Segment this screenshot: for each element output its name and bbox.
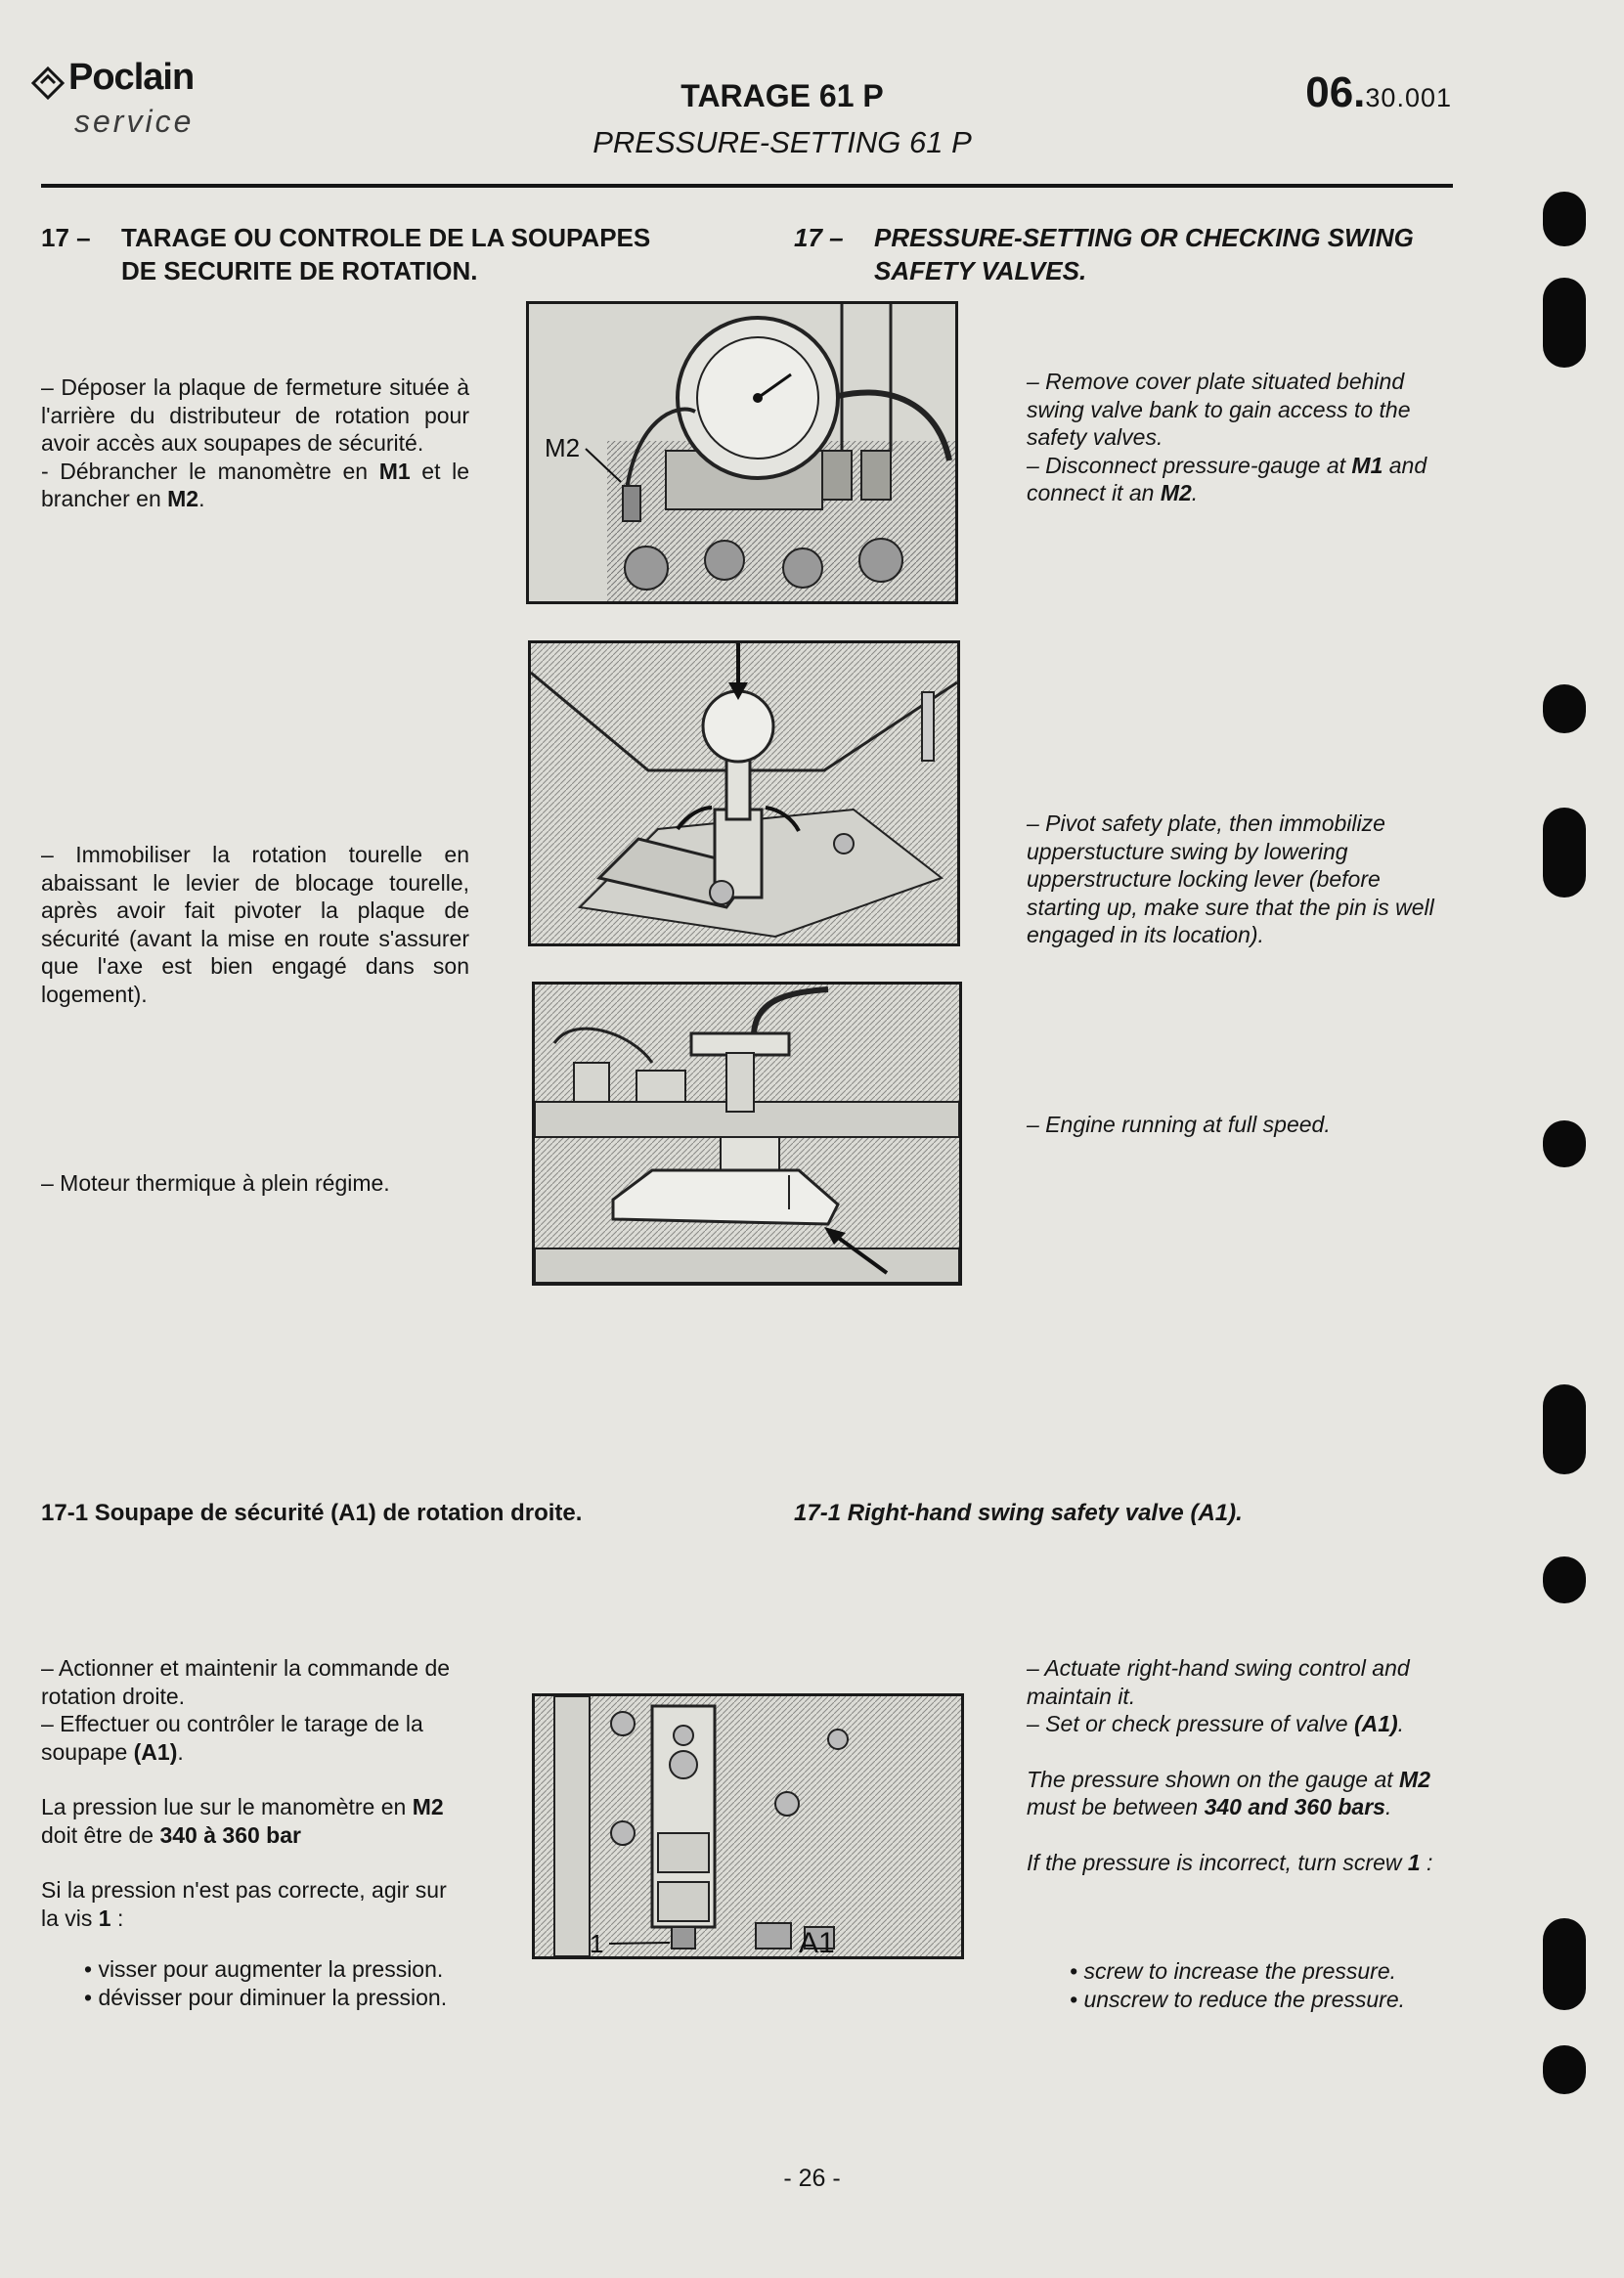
subsection-heading-en: 17-1 Right-hand swing safety valve (A1). xyxy=(794,1500,1243,1526)
text-span: – Effectuer ou contrôler le tarage de la soupape xyxy=(41,1711,423,1765)
step1-text-fr xyxy=(41,373,469,513)
subsection-heading-fr: 17-1 Soupape de sécurité (A1) de rotation droite. xyxy=(41,1500,583,1526)
poclain-logo-icon xyxy=(31,66,65,100)
step1-instruction-en-a: – Remove cover plate situated behind swing valve bank to gain access to the safety valves. xyxy=(1027,369,1411,450)
port-m2: M2 xyxy=(167,486,199,511)
figure-safety-valve-a1 xyxy=(532,1693,964,1959)
text-span: La pression lue sur le manomètre en xyxy=(41,1794,413,1819)
bullet-increase-fr: • visser pour augmenter la pression. xyxy=(84,1956,444,1982)
text-span: : xyxy=(1420,1849,1433,1875)
page-title-fr: TARAGE 61 P xyxy=(680,78,884,113)
text-span: : xyxy=(110,1905,124,1931)
section-heading-fr xyxy=(41,221,725,287)
figure-label-a1: A1 xyxy=(799,1927,835,1956)
brand-name: Poclain xyxy=(68,57,195,98)
screw-instruction-fr xyxy=(41,1876,469,1932)
pressure-range: 340 and 360 bars xyxy=(1204,1794,1385,1819)
port-m2: M2 xyxy=(1399,1766,1430,1792)
page-title-en: PRESSURE-SETTING 61 P xyxy=(593,125,972,159)
section-heading-fr-line2: DE SECURITE DE ROTATION. xyxy=(121,256,478,285)
text-span: – Set or check pressure of valve xyxy=(1027,1711,1354,1736)
figure-locking-lever xyxy=(528,640,960,946)
pressure-spec-fr xyxy=(41,1793,469,1849)
text-span: and connect it an xyxy=(1027,452,1427,505)
screw-ref: 1 xyxy=(98,1905,111,1931)
binder-hole xyxy=(1543,1384,1586,1474)
figure-engine-throttle xyxy=(532,982,962,1286)
step3-text-fr: – Moteur thermique à plein régime. xyxy=(41,1170,390,1196)
bullet-decrease-en: • unscrew to reduce the pressure. xyxy=(1070,1986,1406,2012)
page-number: - 26 - xyxy=(783,2165,841,2192)
text-span: . xyxy=(177,1738,184,1765)
instruction-fr-2 xyxy=(41,1710,469,1766)
step2-text-fr: – Immobiliser la rotation tourelle en abaissant le levier de blocage tourelle, après avoir fait pivoter la plaque de sécurité (avant la mise en route s'assurer que l'axe est bien engagé dans son logement). xyxy=(41,842,469,1007)
section-heading-en-line1: PRESSURE-SETTING OR CHECKING SWING xyxy=(874,223,1414,252)
section-heading-en-line2: SAFETY VALVES. xyxy=(874,256,1087,285)
binder-hole xyxy=(1543,684,1586,733)
subsection-text-en xyxy=(1027,1654,1455,1876)
text-span: The pressure shown on the gauge at xyxy=(1027,1766,1400,1792)
step1-instruction-en-b xyxy=(1027,452,1455,507)
section-heading-fr-line1: TARAGE OU CONTROLE DE LA SOUPAPES xyxy=(121,223,651,252)
text-span: must be between xyxy=(1027,1794,1205,1819)
screw-ref: 1 xyxy=(1407,1849,1421,1875)
text-span: . xyxy=(1397,1711,1405,1736)
text-span: Si la pression n'est pas correcte, agir sur la vis xyxy=(41,1877,447,1931)
text-span: If the pressure is incorrect, turn screw xyxy=(1027,1849,1408,1875)
step3-text-en: – Engine running at full speed. xyxy=(1027,1112,1331,1137)
pressure-spec-en xyxy=(1027,1766,1455,1821)
bullet-decrease-fr: • dévisser pour diminuer la pression. xyxy=(84,1984,448,2010)
safety-valve-illustration xyxy=(535,1696,961,1956)
bullets-en xyxy=(1062,1957,1453,2013)
header-divider xyxy=(41,184,1453,188)
port-m1: M1 xyxy=(1351,452,1383,478)
subsection-text-fr xyxy=(41,1654,469,1932)
figure-label-m2: M2 xyxy=(545,433,581,462)
document-code-sub: 30.001 xyxy=(1365,83,1452,112)
binder-hole xyxy=(1543,1918,1586,2010)
pressure-gauge-illustration xyxy=(529,304,955,601)
section-number: 17 – xyxy=(41,223,91,252)
document-code xyxy=(1305,68,1452,117)
step1-instruction-fr-a: – Déposer la plaque de fermeture située à l'arrière du distributeur de rotation pour avoir accès aux soupapes de sécurité. xyxy=(41,374,469,456)
step2-text-en: – Pivot safety plate, then immobilize upperstucture swing by lowering upperstructure locking lever (before starting up, make sure that the pin is well engaged in its location). xyxy=(1027,810,1434,947)
instruction-en-1: – Actuate right-hand swing control and maintain it. xyxy=(1027,1655,1410,1709)
bullet-increase-en: • screw to increase the pressure. xyxy=(1070,1958,1397,1984)
valve-ref: (A1) xyxy=(133,1738,178,1765)
section-number-en: 17 – xyxy=(794,223,844,252)
locking-lever-illustration xyxy=(531,643,957,943)
binder-hole xyxy=(1543,1556,1586,1603)
figure-label-screw-1: 1 xyxy=(590,1929,604,1956)
text-span: . xyxy=(1384,1794,1392,1819)
binder-hole xyxy=(1543,2045,1586,2094)
step1-instruction-fr-b xyxy=(41,458,469,513)
valve-ref: (A1) xyxy=(1353,1711,1398,1736)
section-heading-en xyxy=(794,221,1469,287)
binder-hole xyxy=(1543,1120,1586,1167)
brand-subtitle: service xyxy=(74,104,195,139)
instruction-fr-1: – Actionner et maintenir la commande de rotation droite. xyxy=(41,1655,451,1709)
bullets-fr xyxy=(76,1955,467,2011)
binder-hole xyxy=(1543,278,1586,368)
binder-hole xyxy=(1543,808,1586,898)
instruction-en-2 xyxy=(1027,1710,1455,1738)
document-code-main: 06. xyxy=(1305,68,1366,116)
text-span: . xyxy=(198,486,205,511)
binder-hole xyxy=(1543,192,1586,246)
step1-text-en xyxy=(1027,368,1455,507)
port-m2: M2 xyxy=(1160,480,1192,505)
figure-pressure-gauge xyxy=(526,301,958,604)
text-span: doit être de xyxy=(41,1821,160,1848)
text-span: . xyxy=(1191,480,1199,505)
engine-throttle-illustration xyxy=(535,985,959,1283)
port-m2: M2 xyxy=(412,1794,444,1819)
port-m1: M1 xyxy=(378,458,411,484)
text-span: – Disconnect pressure-gauge at xyxy=(1027,452,1352,478)
pressure-range: 340 à 360 bar xyxy=(159,1821,301,1848)
text-span: - Débrancher le manomètre en xyxy=(41,458,379,484)
text-span: et le brancher en xyxy=(41,458,469,511)
screw-instruction-en xyxy=(1027,1849,1455,1877)
